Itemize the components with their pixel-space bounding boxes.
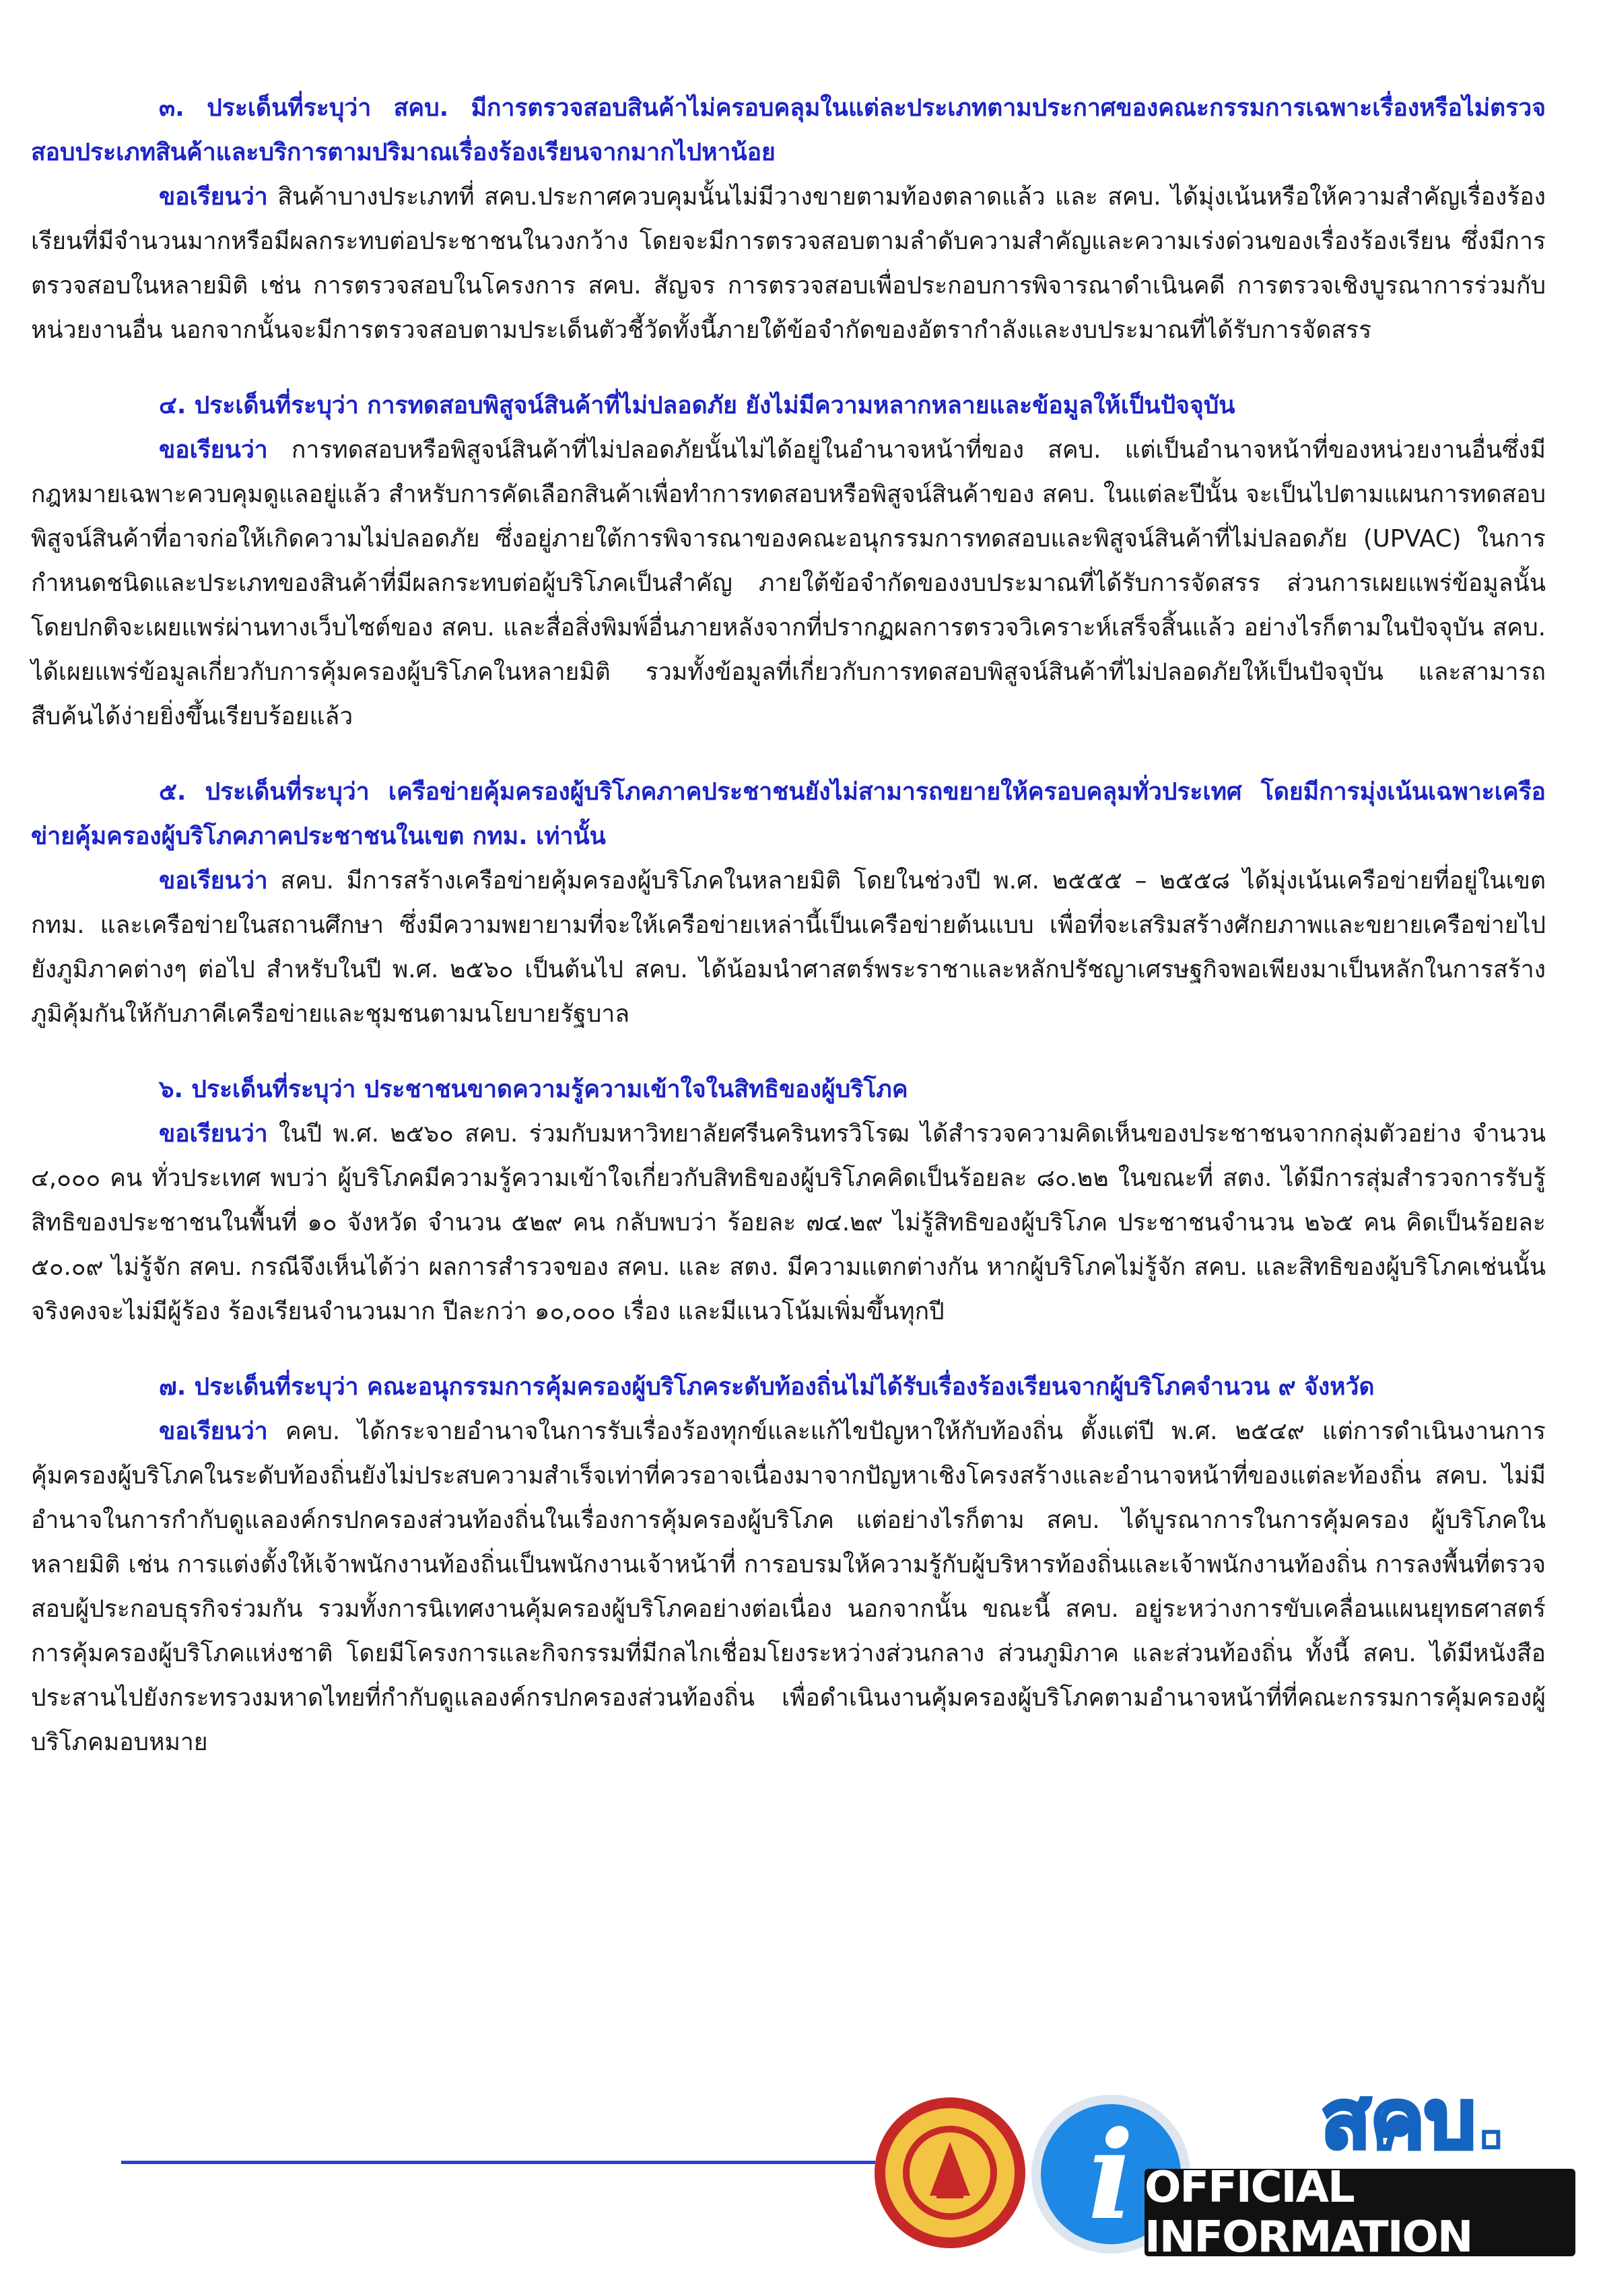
body-text: ในปี พ.ศ. ๒๕๖๐ สคบ. ร่วมกับมหาวิทยาลัยศรีนครินทรวิโรฒ ได้สำรวจความคิดเห็นของประชาชนจากกลุ่มตัวอย่าง จำนวน ๔,๐๐๐ คน ทั่วประเทศ พบว่า ผู้บริโภคมีความรู้ความเข้าใจเกี่ยวกับสิทธิของผู้บริโภคคิดเป็นร้อยละ ๘๐.๒๒ ในขณะที่ สตง. ได้มีการสุ่มสำรวจการรับรู้สิทธิของประชาชนในพื้นที่ ๑๐ จังหวัด จำนวน ๕๒๙ คน กลับพบว่า ร้อยละ ๗๔.๒๙ ไม่รู้สิทธิของผู้บริโภค ประชาชนจำนวน ๒๖๕ คน คิดเป็นร้อยละ ๕๐.๐๙ ไม่รู้จัก สคบ. กรณีจึงเห็นได้ว่า ผลการสำรวจของ สคบ. และ สตง. มีความแตกต่างกัน หากผู้บริโภคไม่รู้จัก สคบ. และสิทธิของผู้บริโภคเช่นนั้นจริงคงจะไม่มีผู้ร้อง ร้องเรียนจำนวนมาก ปีละกว่า ๑๐,๐๐๐ เรื่อง และมีแนวโน้มเพิ่มขึ้นทุกปี bbox=[31, 1120, 1546, 1325]
section-body bbox=[31, 1112, 1546, 1334]
lead-phrase: ขอเรียนว่า bbox=[159, 436, 268, 464]
section-6 bbox=[31, 1068, 1546, 1334]
lead-phrase: ขอเรียนว่า bbox=[159, 1418, 268, 1445]
lead-phrase: ขอเรียนว่า bbox=[159, 1120, 268, 1148]
footer-rule bbox=[121, 2161, 875, 2164]
section-body bbox=[31, 428, 1546, 739]
section-7 bbox=[31, 1365, 1546, 1765]
lead-phrase: ขอเรียนว่า bbox=[159, 867, 268, 895]
section-4 bbox=[31, 384, 1546, 739]
section-3 bbox=[31, 86, 1546, 353]
section-heading: ๖. ประเด็นที่ระบุว่า ประชาชนขาดความรู้ความเข้าใจในสิทธิของผู้บริโภค bbox=[159, 1076, 908, 1103]
brand-text: สคบ. bbox=[1321, 2080, 1507, 2157]
section-body bbox=[31, 859, 1546, 1037]
ocpb-brand-mark bbox=[1266, 2080, 1562, 2157]
section-heading: ๗. ประเด็นที่ระบุว่า คณะอนุกรรมการคุ้มครองผู้บริโภคระดับท้องถิ่นไม่ได้รับเรื่องร้องเรียนจากผู้บริโภคจำนวน ๙ จังหวัด bbox=[159, 1373, 1375, 1401]
body-text: สคบ. มีการสร้างเครือข่ายคุ้มครองผู้บริโภคในหลายมิติ โดยในช่วงปี พ.ศ. ๒๕๕๕ – ๒๕๕๘ ได้มุ่งเน้นเครือข่ายที่อยู่ในเขต กทม. และเครือข่ายในสถานศึกษา ซึ่งมีความพยายามที่จะให้เครือข่ายเหล่านี้เป็นเครือข่ายต้นแบบ เพื่อที่จะเสริมสร้างศักยภาพและขยายเครือข่ายไปยังภูมิภาคต่างๆ ต่อไป สำหรับในปี พ.ศ. ๒๕๖๐ เป็นต้นไป สคบ. ได้น้อมนำศาสตร์พระราชาและหลักปรัชญาเศรษฐกิจพอเพียงมาเป็นหลักในการสร้างภูมิคุ้มกันให้กับภาคีเครือข่ายและชุมชนตามนโยบายรัฐบาล bbox=[31, 867, 1546, 1028]
ocpb-seal-icon bbox=[872, 2095, 1028, 2251]
section-heading: ๔. ประเด็นที่ระบุว่า การทดสอบพิสูจน์สินค้าที่ไม่ปลอดภัย ยังไม่มีความหลากหลายและข้อมูลให้เป็นปัจจุบัน bbox=[159, 392, 1235, 419]
official-information-badge: OFFICIAL INFORMATION bbox=[1145, 2169, 1575, 2256]
section-heading: ๓. ประเด็นที่ระบุว่า สคบ. มีการตรวจสอบสินค้าไม่ครอบคลุมในแต่ละประเภทตามประกาศของคณะกรรมการเฉพาะเรื่องหรือไม่ตรวจสอบประเภทสินค้าและบริการตามปริมาณเรื่องร้องเรียนจากมากไปหาน้อย bbox=[31, 94, 1546, 166]
body-text: คคบ. ได้กระจายอำนาจในการรับเรื่องร้องทุกข์และแก้ไขปัญหาให้กับท้องถิ่น ตั้งแต่ปี พ.ศ. ๒๕๔๙ แต่การดำเนินงานการคุ้มครองผู้บริโภคในระดับท้องถิ่นยังไม่ประสบความสำเร็จเท่าที่ควรอาจเนื่องมาจากปัญหาเชิงโครงสร้างและอำนาจหน้าที่ของแต่ละท้องถิ่น สคบ. ไม่มีอำนาจในการกำกับดูแลองค์กรปกครองส่วนท้องถิ่นในเรื่องการคุ้มครองผู้บริโภค แต่อย่างไรก็ตาม สคบ. ได้บูรณาการในการคุ้มครอง ผู้บริโภคในหลายมิติ เช่น การแต่งตั้งให้เจ้าพนักงานท้องถิ่นเป็นพนักงานเจ้าหน้าที่ การอบรมให้ความรู้กับผู้บริหารท้องถิ่นและเจ้าพนักงานท้องถิ่น การลงพื้นที่ตรวจสอบผู้ประกอบธุรกิจร่วมกัน รวมทั้งการนิเทศงานคุ้มครองผู้บริโภคอย่างต่อเนื่อง นอกจากนั้น ขณะนี้ สคบ. อยู่ระหว่างการขับเคลื่อนแผนยุทธศาสตร์การคุ้มครองผู้บริโภคแห่งชาติ โดยมีโครงการและกิจกรรมที่มีกลไกเชื่อมโยงระหว่างส่วนกลาง ส่วนภูมิภาค และส่วนท้องถิ่น ทั้งนี้ สคบ. ได้มีหนังสือประสานไปยังกระทรวงมหาดไทยที่กำกับดูแลองค์กรปกครองส่วนท้องถิ่น เพื่อดำเนินงานคุ้มครองผู้บริโภคตามอำนาจหน้าที่ที่คณะกรรมการคุ้มครองผู้บริโภคมอบหมาย bbox=[31, 1418, 1546, 1756]
section-body bbox=[31, 175, 1546, 353]
info-letter: i bbox=[1087, 2105, 1134, 2247]
section-body bbox=[31, 1410, 1546, 1765]
body-text: การทดสอบหรือพิสูจน์สินค้าที่ไม่ปลอดภัยนั้นไม่ได้อยู่ในอำนาจหน้าที่ของ สคบ. แต่เป็นอำนาจหน้าที่ของหน่วยงานอื่นซึ่งมีกฎหมายเฉพาะควบคุมดูแลอยู่แล้ว สำหรับการคัดเลือกสินค้าเพื่อทำการทดสอบหรือพิสูจน์สินค้าของ สคบ. ในแต่ละปีนั้น จะเป็นไปตามแผนการทดสอบพิสูจน์สินค้าที่อาจก่อให้เกิดความไม่ปลอดภัย ซึ่งอยู่ภายใต้การพิจารณาของคณะอนุกรรมการทดสอบและพิสูจน์สินค้าที่ไม่ปลอดภัย (UPVAC) ในการกำหนดชนิดและประเภทของสินค้าที่มีผลกระทบต่อผู้บริโภคเป็นสำคัญ ภายใต้ข้อจำกัดของงบประมาณที่ได้รับการจัดสรร ส่วนการเผยแพร่ข้อมูลนั้นโดยปกติจะเผยแพร่ผ่านทางเว็บไซต์ของ สคบ. และสื่อสิ่งพิมพ์อื่นภายหลังจากที่ปรากฏผลการตรวจวิเคราะห์เสร็จสิ้นแล้ว อย่างไรก็ตามในปัจจุบัน สคบ. ได้เผยแพร่ข้อมูลเกี่ยวกับการคุ้มครองผู้บริโภคในหลายมิติ รวมทั้งข้อมูลที่เกี่ยวกับการทดสอบพิสูจน์สินค้าที่ไม่ปลอดภัยให้เป็นปัจจุบัน และสามารถสืบค้นได้ง่ายยิ่งขึ้นเรียบร้อยแล้ว bbox=[31, 436, 1546, 730]
lead-phrase: ขอเรียนว่า bbox=[159, 183, 268, 211]
section-5 bbox=[31, 770, 1546, 1037]
document-body bbox=[31, 86, 1546, 1796]
section-heading: ๕. ประเด็นที่ระบุว่า เครือข่ายคุ้มครองผู้บริโภคภาคประชาชนยังไม่สามารถขยายให้ครอบคลุมทั่วประเทศ โดยมีการมุ่งเน้นเฉพาะเครือข่ายคุ้มครองผู้บริโภคภาคประชาชนในเขต กทม. เท่านั้น bbox=[31, 778, 1546, 850]
body-text: สินค้าบางประเภทที่ สคบ.ประกาศควบคุมนั้นไม่มีวางขายตามท้องตลาดแล้ว และ สคบ. ได้มุ่งเน้นหรือให้ความสำคัญเรื่องร้องเรียนที่มีจำนวนมากหรือมีผลกระทบต่อประชาชนในวงกว้าง โดยจะมีการตรวจสอบตามลำดับความสำคัญและความเร่งด่วนของเรื่องร้องเรียน ซึ่งมีการตรวจสอบในหลายมิติ เช่น การตรวจสอบในโครงการ สคบ. สัญจร การตรวจสอบเพื่อประกอบการพิจารณาดำเนินคดี การตรวจเชิงบูรณาการร่วมกับหน่วยงานอื่น นอกจากนั้นจะมีการตรวจสอบตามประเด็นตัวชี้วัดทั้งนี้ภายใต้ข้อจำกัดของอัตรากำลังและงบประมาณที่ได้รับการจัดสรร bbox=[31, 183, 1546, 344]
